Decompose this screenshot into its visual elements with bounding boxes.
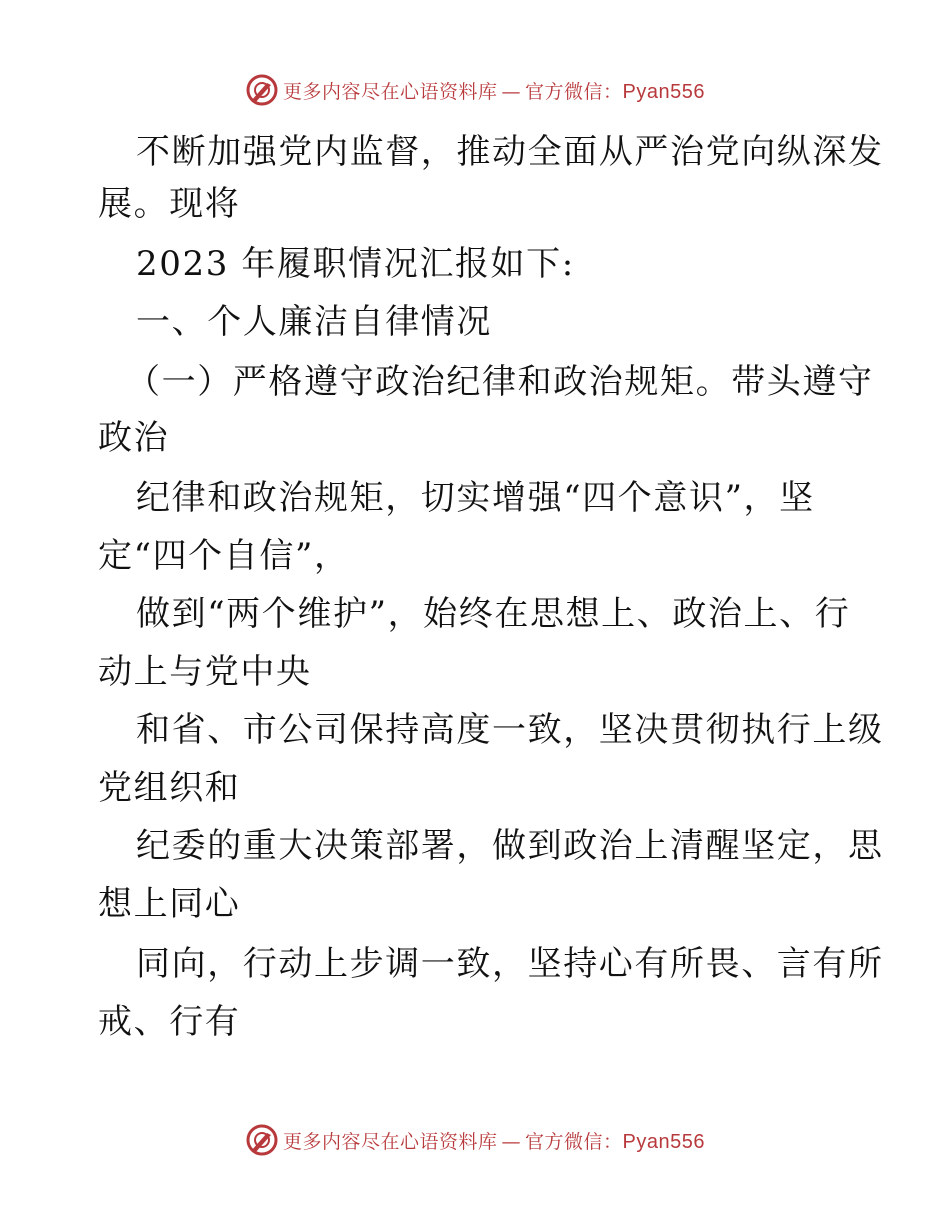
watermark-official: 官方微信：	[525, 80, 623, 103]
footer-watermark	[0, 1120, 950, 1160]
watermark-wechat-id: Pyan556	[622, 80, 705, 103]
brand-logo-icon	[245, 73, 279, 107]
text-line: 同向，行动上步调一致，坚持心有所畏、言有所	[136, 944, 884, 984]
text-line: 纪委的重大决策部署，做到政治上清醒坚定，思	[136, 826, 884, 866]
text-line: 展。现将	[98, 184, 241, 224]
text-line: 想上同心	[98, 884, 241, 924]
header-watermark	[0, 70, 950, 110]
watermark-main: 更多内容尽在心语资料库	[283, 80, 498, 103]
watermark-main: 更多内容尽在心语资料库	[283, 1130, 498, 1153]
brand-logo-icon	[245, 1123, 279, 1157]
text-line: 一、个人廉洁自律情况	[136, 302, 492, 342]
text-line: 戒、行有	[98, 1002, 241, 1042]
text-line: 政治	[98, 418, 170, 458]
watermark-text	[283, 77, 705, 104]
watermark-separator: —	[501, 80, 522, 103]
text-line: 2023 年履职情况汇报如下:	[136, 244, 575, 284]
text-line: 不断加强党内监督，推动全面从严治党向纵深发	[136, 132, 884, 172]
text-line: 做到“两个维护”，始终在思想上、政治上、行	[136, 594, 851, 634]
watermark-wechat-id: Pyan556	[622, 1130, 705, 1153]
text-line: 动上与党中央	[98, 652, 312, 692]
watermark-text	[283, 1127, 705, 1154]
watermark-separator: —	[501, 1130, 522, 1153]
text-line: 纪律和政治规矩，切实增强“四个意识”，坚	[136, 478, 815, 518]
text-line: 党组织和	[98, 768, 241, 808]
text-line: 和省、市公司保持高度一致，坚决贯彻执行上级	[136, 710, 884, 750]
text-line: 定“四个自信”，	[98, 536, 350, 576]
text-line: （一）严格遵守政治纪律和政治规矩。带头遵守	[126, 362, 874, 402]
watermark-official: 官方微信：	[525, 1130, 623, 1153]
